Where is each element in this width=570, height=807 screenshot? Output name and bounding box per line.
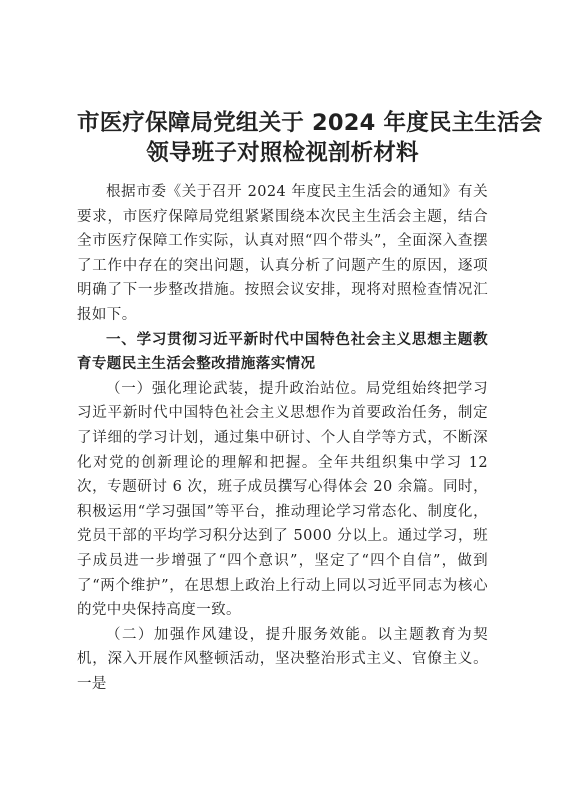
section-1-paragraph-2: （二）加强作风建设，提升服务效能。以主题教育为契机，深入开展作风整顿活动，坚决整治形式主义、官僚主义。一是 bbox=[77, 626, 488, 692]
title-spacer bbox=[77, 168, 488, 180]
intro-paragraph: 根据市委《关于召开 2024 年度民主生活会的通知》有关要求，市医疗保障局党组紧紧围绕本次民主生活会主题，结合全市医疗保障工作实际，认真对照“四个带头”，全面深入查摆了工作中存在的突出问题，认真分析了问题产生的原因，逐项明确了下一步整改措施。按照会议安排，现将对照检查情况汇报如下。 bbox=[77, 184, 488, 323]
title-line-1: 市医疗保障局党组关于 2024 年度民主生活会 bbox=[77, 110, 543, 136]
section-1-heading: 一、学习贯彻习近平新时代中国特色社会主义思想主题教育专题民主生活会整改措施落实情况 bbox=[77, 331, 488, 373]
title-line-2: 领导班子对照检视剖析材料 bbox=[146, 140, 419, 166]
document-title bbox=[77, 108, 543, 168]
section-1-paragraph-1: （一）强化理论武装，提升政治站位。局党组始终把学习习近平新时代中国特色社会主义思想作为首要政治任务，制定了详细的学习计划，通过集中研讨、个人自学等方式，不断深化对党的创新理论的理解和把握。全年共组织集中学习 12 次，专题研讨 6 次，班子成员撰写心得体会 20 余篇。同时，积极运用“学习强国”等平台，推动理论学习常态化、制度化，党员干部的平均学习积分达到了 5000 分以上。通过学习，班子成员进一步增强了“四个意识”，坚定了“四个自信”，做到了“两个维护”，在思想上政治上行动上同以习近平同志为核心的党中央保持高度一致。 bbox=[77, 380, 488, 619]
